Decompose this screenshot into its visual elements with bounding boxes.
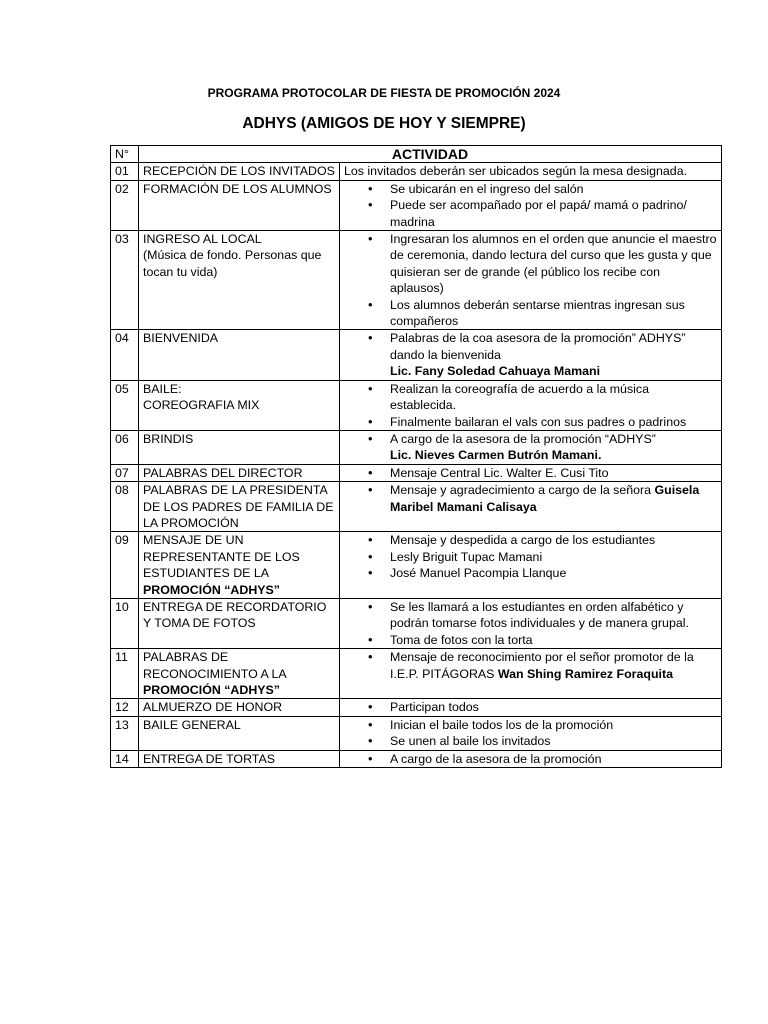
activity-bullet: • Mensaje y despedida a cargo de los estudiantes <box>344 532 717 548</box>
activity-bold-name: Guisela Maribel Mamani Calisaya <box>390 483 700 514</box>
row-title-text: ALMUERZO DE HONOR <box>143 700 283 715</box>
row-activity <box>340 532 722 599</box>
row-activity <box>340 598 722 648</box>
activity-bullet: • Lesly Briguit Tupac Mamani <box>344 549 717 565</box>
row-title-text: FORMACIÓN DE LOS ALUMNOS <box>143 181 332 196</box>
activity-bullet: • José Manuel Pacompia Llanque <box>344 565 717 581</box>
row-title-text: PALABRAS DEL DIRECTOR <box>143 465 303 480</box>
table-row <box>111 716 722 750</box>
row-title-bold: PROMOCIÓN “ADHYS” <box>143 582 280 597</box>
table-row <box>111 330 722 380</box>
row-number: 05 <box>111 380 139 430</box>
row-activity <box>340 430 722 464</box>
row-title-text: BAILE GENERAL <box>143 717 241 732</box>
row-number: 01 <box>111 163 139 180</box>
row-title <box>139 716 340 750</box>
row-number: 11 <box>111 649 139 699</box>
row-title-text: ENTREGA DE RECORDATORIO Y TOMA DE FOTOS <box>143 599 327 631</box>
row-title-text: INGRESO AL LOCAL <box>143 232 262 247</box>
row-title <box>139 699 340 716</box>
activity-bullet: • Toma de fotos con la torta <box>344 632 717 648</box>
document-title: PROGRAMA PROTOCOLAR DE FIESTA DE PROMOCIÓN 2024 <box>207 86 561 100</box>
row-title <box>139 482 340 532</box>
row-number: 12 <box>111 699 139 716</box>
activity-bullet: • Se ubicarán en el ingreso del salón <box>344 181 717 197</box>
table-row <box>111 699 722 716</box>
activity-bullet: • A cargo de la asesora de la promoción <box>344 751 717 767</box>
activity-bullet: • Palabras de la coa asesora de la promoción” ADHYS” dando la bienvenida <box>344 330 717 363</box>
table-row <box>111 231 722 330</box>
row-title-text: BAILE: <box>143 381 182 396</box>
activity-bold-name: Lic. Nieves Carmen Butrón Mamani. <box>390 448 602 463</box>
row-title-text: PALABRAS DE RECONOCIMIENTO A LA <box>143 650 287 681</box>
table-row <box>111 464 722 481</box>
activity-bullet: • A cargo de la asesora de la promoción “ADHYS” <box>344 431 717 447</box>
row-number: 13 <box>111 716 139 750</box>
row-title-text: RECEPCIÓN DE LOS INVITADOS <box>143 164 335 179</box>
row-number: 14 <box>111 750 139 767</box>
row-number: 04 <box>111 330 139 380</box>
activity-bold-name: Lic. Fany Soledad Cahuaya Mamani <box>390 364 601 379</box>
row-activity <box>340 380 722 430</box>
activity-bullet: • Ingresaran los alumnos en el orden que anuncie el maestro de ceremonia, dando lectura del curso que les gusta y que quisieran ser de grande (el público los recibe con aplausos) <box>344 231 717 297</box>
row-number: 09 <box>111 532 139 599</box>
row-activity <box>340 716 722 750</box>
table-row <box>111 430 722 464</box>
row-title <box>139 330 340 380</box>
row-title-note: COREOGRAFIA MIX <box>143 398 260 413</box>
activity-bullet: • Se unen al baile los invitados <box>344 733 717 749</box>
row-activity: Los invitados deberán ser ubicados según la mesa designada. <box>340 163 722 180</box>
row-activity <box>340 464 722 481</box>
activity-bullet: • Mensaje Central Lic. Walter E. Cusi Tito <box>344 465 717 481</box>
activity-bullet: • Puede ser acompañado por el papá/ mamá o padrino/ madrina <box>344 197 717 230</box>
row-title-text: ENTREGA DE TORTAS <box>143 751 275 766</box>
activity-bullet: • Inician el baile todos los de la promoción <box>344 717 717 733</box>
row-activity <box>340 180 722 230</box>
row-number: 03 <box>111 231 139 330</box>
document-subtitle: ADHYS (AMIGOS DE HOY Y SIEMPRE) <box>242 115 526 132</box>
row-title-text: MENSAJE DE UN REPRESENTANTE DE LOS ESTUDIANTES DE LA <box>143 533 300 581</box>
row-number: 07 <box>111 464 139 481</box>
row-title-note: (Música de fondo. Personas que tocan tu vida) <box>143 248 322 279</box>
row-title <box>139 231 340 330</box>
program-table <box>110 145 722 768</box>
row-activity <box>340 231 722 330</box>
table-row <box>111 380 722 430</box>
row-number: 02 <box>111 180 139 230</box>
row-number: 06 <box>111 430 139 464</box>
row-title-bold: PROMOCIÓN “ADHYS” <box>143 683 280 697</box>
row-activity <box>340 750 722 767</box>
column-header-activity: ACTIVIDAD <box>139 146 722 163</box>
row-title <box>139 464 340 481</box>
table-header-row <box>111 146 722 163</box>
row-title <box>139 380 340 430</box>
row-title <box>139 649 340 699</box>
row-number: 08 <box>111 482 139 532</box>
row-title-text: PALABRAS DE LA PRESIDENTA DE LOS PADRES DE FAMILIA DE LA PROMOCIÓN <box>143 483 334 530</box>
table-row <box>111 649 722 699</box>
activity-bullet: • Finalmente bailaran el vals con sus padres o padrinos <box>344 414 717 430</box>
activity-bullet: • Participan todos <box>344 699 717 715</box>
activity-bullet: • Se les llamará a los estudiantes en orden alfabético y podrán tomarse fotos individuales y de manera grupal. <box>344 599 717 632</box>
activity-bullet: • Mensaje y agradecimiento a cargo de la señora Guisela Maribel Mamani Calisaya <box>344 482 717 515</box>
row-activity <box>340 482 722 532</box>
row-title-text: BRINDIS <box>143 431 194 446</box>
row-number: 10 <box>111 598 139 648</box>
activity-bold-name: Wan Shing Ramirez Foraquita <box>497 666 673 681</box>
row-activity <box>340 330 722 380</box>
column-header-number: N° <box>111 146 139 163</box>
table-row <box>111 598 722 648</box>
table-row <box>111 180 722 230</box>
row-title <box>139 532 340 599</box>
row-activity <box>340 699 722 716</box>
activity-bullet: • Realizan la coreografía de acuerdo a la música establecida. <box>344 381 717 414</box>
table-row <box>111 532 722 599</box>
table-row <box>111 482 722 532</box>
table-row <box>111 163 722 180</box>
row-activity <box>340 649 722 699</box>
row-title <box>139 430 340 464</box>
row-title <box>139 750 340 767</box>
table-row <box>111 750 722 767</box>
row-title <box>139 163 340 180</box>
activity-bullet: • Los alumnos deberán sentarse mientras ingresan sus compañeros <box>344 297 717 330</box>
activity-bullet: • Mensaje de reconocimiento por el señor promotor de la I.E.P. PITÁGORAS Wan Shing Ramirez Foraquita <box>344 649 717 682</box>
row-title <box>139 180 340 230</box>
row-title-text: BIENVENIDA <box>143 331 219 346</box>
row-title <box>139 598 340 648</box>
